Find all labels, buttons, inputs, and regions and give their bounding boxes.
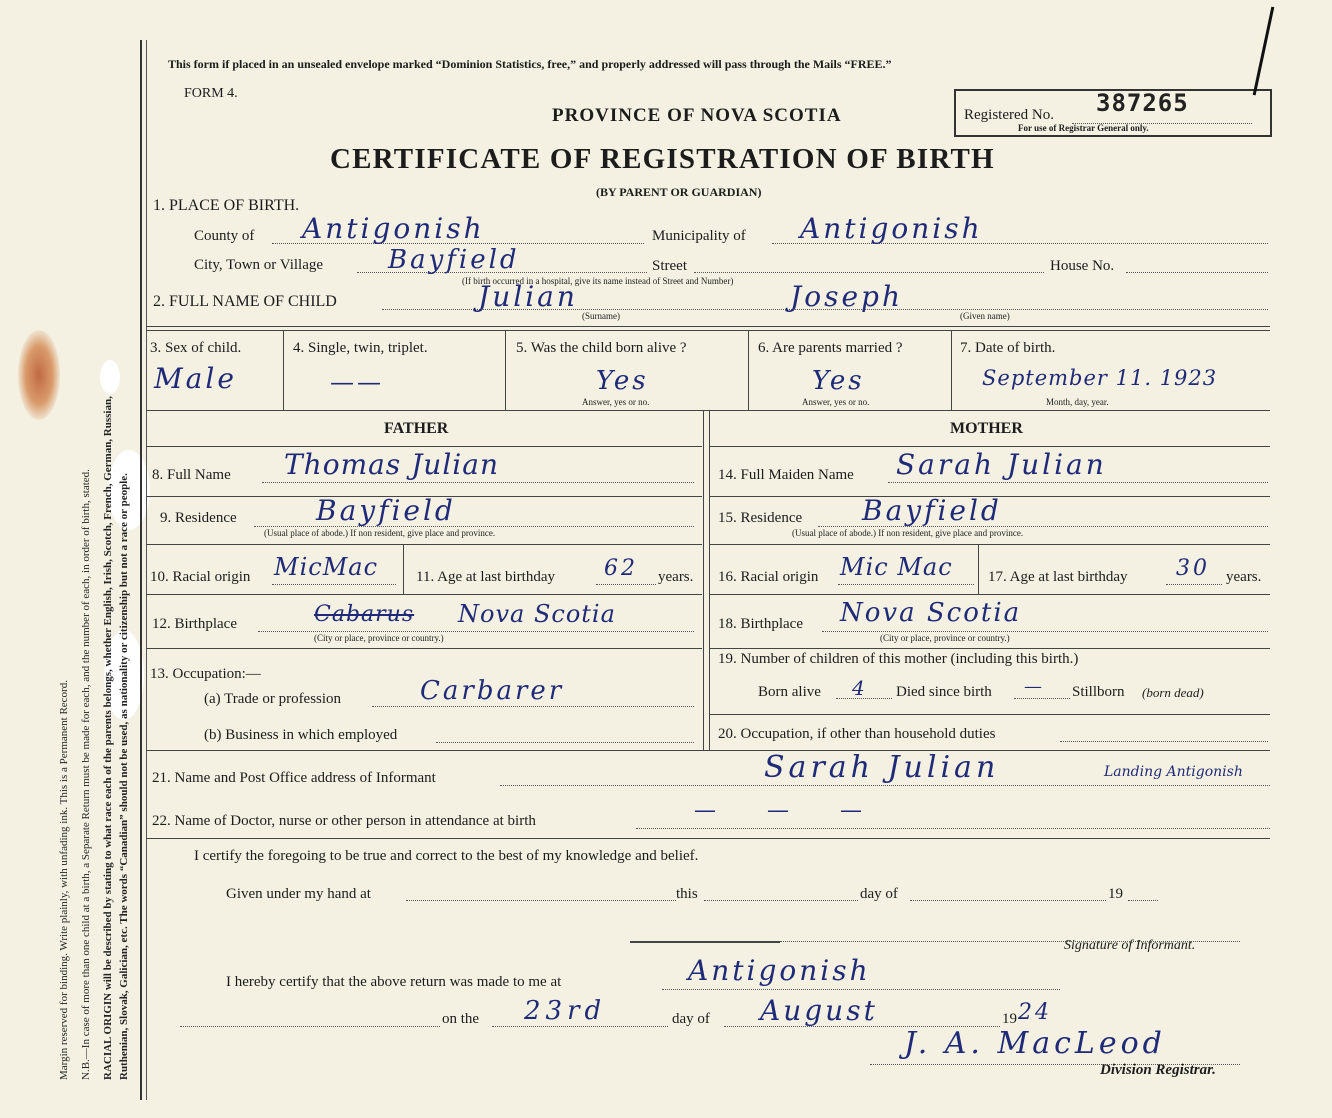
mother-residence-note: (Usual place of abode.) If non resident, give place and province. — [792, 528, 1024, 538]
binding-line — [140, 40, 142, 1100]
died-since-birth-value[interactable]: — — [1024, 676, 1045, 697]
county-label: County of — [194, 228, 255, 244]
mailing-notice: This form if placed in an unsealed envelope marked “Dominion Statistics, free,” and properly addressed will pass through the Mails “FREE.” — [168, 57, 892, 71]
doctor-label: 22. Name of Doctor, nurse or other person in attendance at birth — [152, 813, 536, 829]
father-birthplace-value[interactable]: Nova Scotia — [458, 600, 616, 628]
registrar-day[interactable]: 23rd — [524, 996, 607, 1026]
registered-number: 387265 — [1096, 89, 1189, 117]
registrar-certify-text: I hereby certify that the above return was made to me at — [226, 974, 562, 990]
binding-line-inner — [146, 40, 147, 1100]
children-count-label: 19. Number of children of this mother (including this birth.) — [718, 651, 1079, 667]
place-of-birth-heading: 1. PLACE OF BIRTH. — [153, 197, 300, 214]
parents-married-label: 6. Are parents married ? — [758, 340, 903, 356]
registrar-year[interactable]: 24 — [1018, 1000, 1052, 1025]
father-residence-value[interactable]: Bayfield — [316, 494, 456, 527]
father-trade-label: (a) Trade or profession — [204, 691, 342, 707]
municipality-value[interactable]: Antigonish — [800, 212, 983, 245]
child-name-label: 2. FULL NAME OF CHILD — [153, 293, 337, 310]
father-race-value[interactable]: MicMac — [274, 553, 379, 581]
year-prefix-label: 19 — [1108, 886, 1123, 902]
father-business-label: (b) Business in which employed — [204, 727, 398, 743]
municipality-label: Municipality of — [652, 228, 746, 244]
born-alive-count-label: Born alive — [758, 684, 821, 700]
house-label: House No. — [1050, 258, 1115, 274]
father-birthplace-note: (City or place, province or country.) — [314, 633, 444, 643]
hospital-note: (If birth occurred in a hospital, give its name instead of Street and Number) — [462, 276, 734, 286]
dob-note: Month, day, year. — [1046, 397, 1109, 407]
certificate-title: CERTIFICATE OF REGISTRATION OF BIRTH — [330, 143, 995, 175]
margin-note-racial-origin: RACIAL ORIGIN will be described by stating to what race each of the parents belongs, whether English, Irish, Scotch, French, German, Russian, — [102, 396, 114, 1080]
father-name-label: 8. Full Name — [152, 467, 231, 483]
mother-race-label: 16. Racial origin — [718, 569, 819, 585]
mother-heading: MOTHER — [950, 420, 1023, 437]
father-residence-note: (Usual place of abode.) If non resident, give place and province. — [264, 528, 496, 538]
informant-signature-label: Signature of Informant. — [1064, 938, 1196, 953]
father-birthplace-struck[interactable]: Cabarus — [314, 602, 415, 627]
father-age-label: 11. Age at last birthday — [416, 569, 555, 585]
certify-text: I certify the foregoing to be true and correct to the best of my knowledge and belief. — [194, 848, 699, 864]
mother-residence-label: 15. Residence — [718, 510, 803, 526]
division-registrar-label: Division Registrar. — [1100, 1062, 1216, 1078]
certificate-subtitle: (BY PARENT OR GUARDIAN) — [596, 185, 762, 199]
registrar-signature[interactable]: J. A. MacLeod — [904, 1026, 1166, 1061]
given-under-hand-label: Given under my hand at — [226, 886, 371, 902]
father-residence-label: 9. Residence — [160, 510, 237, 526]
sex-value[interactable]: Male — [154, 362, 237, 395]
registrar-month[interactable]: August — [760, 994, 878, 1027]
province-heading: PROVINCE OF NOVA SCOTIA — [552, 105, 842, 126]
mother-years-label: years. — [1226, 569, 1262, 585]
street-label: Street — [652, 258, 687, 274]
dob-label: 7. Date of birth. — [960, 340, 1056, 356]
mother-race-value[interactable]: Mic Mac — [840, 553, 953, 581]
margin-note-binding: Margin reserved for binding. Write plainly, with unfading ink. This is a Permanent Record. — [58, 680, 70, 1080]
given-name-note: (Given name) — [960, 311, 1010, 321]
informant-address[interactable]: Landing Antigonish — [1104, 764, 1243, 780]
informant-label: 21. Name and Post Office address of Informant — [152, 770, 436, 786]
mother-birthplace-label: 18. Birthplace — [718, 616, 803, 632]
form-number: FORM 4. — [184, 86, 238, 101]
this-label: this — [676, 886, 698, 902]
stillborn-label: Stillborn — [1072, 684, 1125, 700]
parents-married-value[interactable]: Yes — [812, 366, 865, 396]
stillborn-note: (born dead) — [1142, 685, 1204, 700]
answer-note-6: Answer, yes or no. — [802, 397, 870, 407]
dob-value[interactable]: September 11. 1923 — [982, 366, 1218, 390]
surname-note: (Surname) — [582, 311, 620, 321]
father-trade-value[interactable]: Carbarer — [420, 676, 565, 706]
died-since-birth-label: Died since birth — [896, 684, 992, 700]
registrar-use-note: For use of Registrar General only. — [1018, 123, 1149, 133]
mother-birthplace-value[interactable]: Nova Scotia — [840, 598, 1022, 628]
mother-residence-value[interactable]: Bayfield — [862, 494, 1002, 527]
registrar-place[interactable]: Antigonish — [688, 954, 871, 987]
day-of-label: day of — [860, 886, 898, 902]
father-heading: FATHER — [384, 420, 449, 437]
father-age-value[interactable]: 62 — [604, 556, 638, 581]
torn-spot — [100, 360, 120, 394]
margin-note-multiple-births: N.B.—In case of more than one child at a birth, a Separate Return must be made for each, and the number of each, in order of birth, stated. — [80, 469, 92, 1080]
father-race-label: 10. Racial origin — [150, 569, 251, 585]
pen-stroke — [1253, 7, 1275, 96]
child-given-name[interactable]: Joseph — [790, 280, 903, 313]
mother-birthplace-note: (City or place, province or country.) — [880, 633, 1010, 643]
born-alive-count[interactable]: 4 — [852, 676, 868, 700]
ink-stain — [18, 330, 60, 420]
mother-age-label: 17. Age at last birthday — [988, 569, 1128, 585]
registrar-year-prefix: 19 — [1002, 1011, 1017, 1027]
city-value[interactable]: Bayfield — [388, 245, 520, 275]
day-of-label-2: day of — [672, 1011, 710, 1027]
mother-name-value[interactable]: Sarah Julian — [896, 448, 1107, 481]
child-surname[interactable]: Julian — [478, 280, 578, 313]
father-occupation-label: 13. Occupation:— — [150, 666, 261, 682]
born-alive-label: 5. Was the child born alive ? — [516, 340, 687, 356]
registered-label: Registered No. — [964, 107, 1054, 123]
father-years-label: years. — [658, 569, 694, 585]
answer-note-5: Answer, yes or no. — [582, 397, 650, 407]
doctor-value[interactable]: — — — — [694, 798, 884, 823]
sex-label: 3. Sex of child. — [150, 340, 242, 356]
mother-occupation-label: 20. Occupation, if other than household duties — [718, 726, 996, 742]
county-value[interactable]: Antigonish — [302, 212, 485, 245]
plurality-value[interactable]: —— — [330, 368, 384, 396]
father-birthplace-label: 12. Birthplace — [152, 616, 237, 632]
registered-box — [954, 89, 1272, 137]
city-label: City, Town or Village — [194, 257, 324, 273]
mother-age-value[interactable]: 30 — [1176, 556, 1210, 581]
mother-name-label: 14. Full Maiden Name — [718, 467, 854, 483]
born-alive-value[interactable]: Yes — [596, 366, 649, 396]
plurality-label: 4. Single, twin, triplet. — [293, 340, 428, 356]
margin-note-racial-origin-2: Ruthenian, Slovak, Galician, etc. The words “Canadian” should not be used, as nationality or citizenship but not a race or people. — [118, 473, 130, 1080]
father-name-value[interactable]: Thomas Julian — [284, 448, 499, 481]
on-the-label: on the — [442, 1011, 480, 1027]
informant-name[interactable]: Sarah Julian — [764, 750, 1000, 785]
